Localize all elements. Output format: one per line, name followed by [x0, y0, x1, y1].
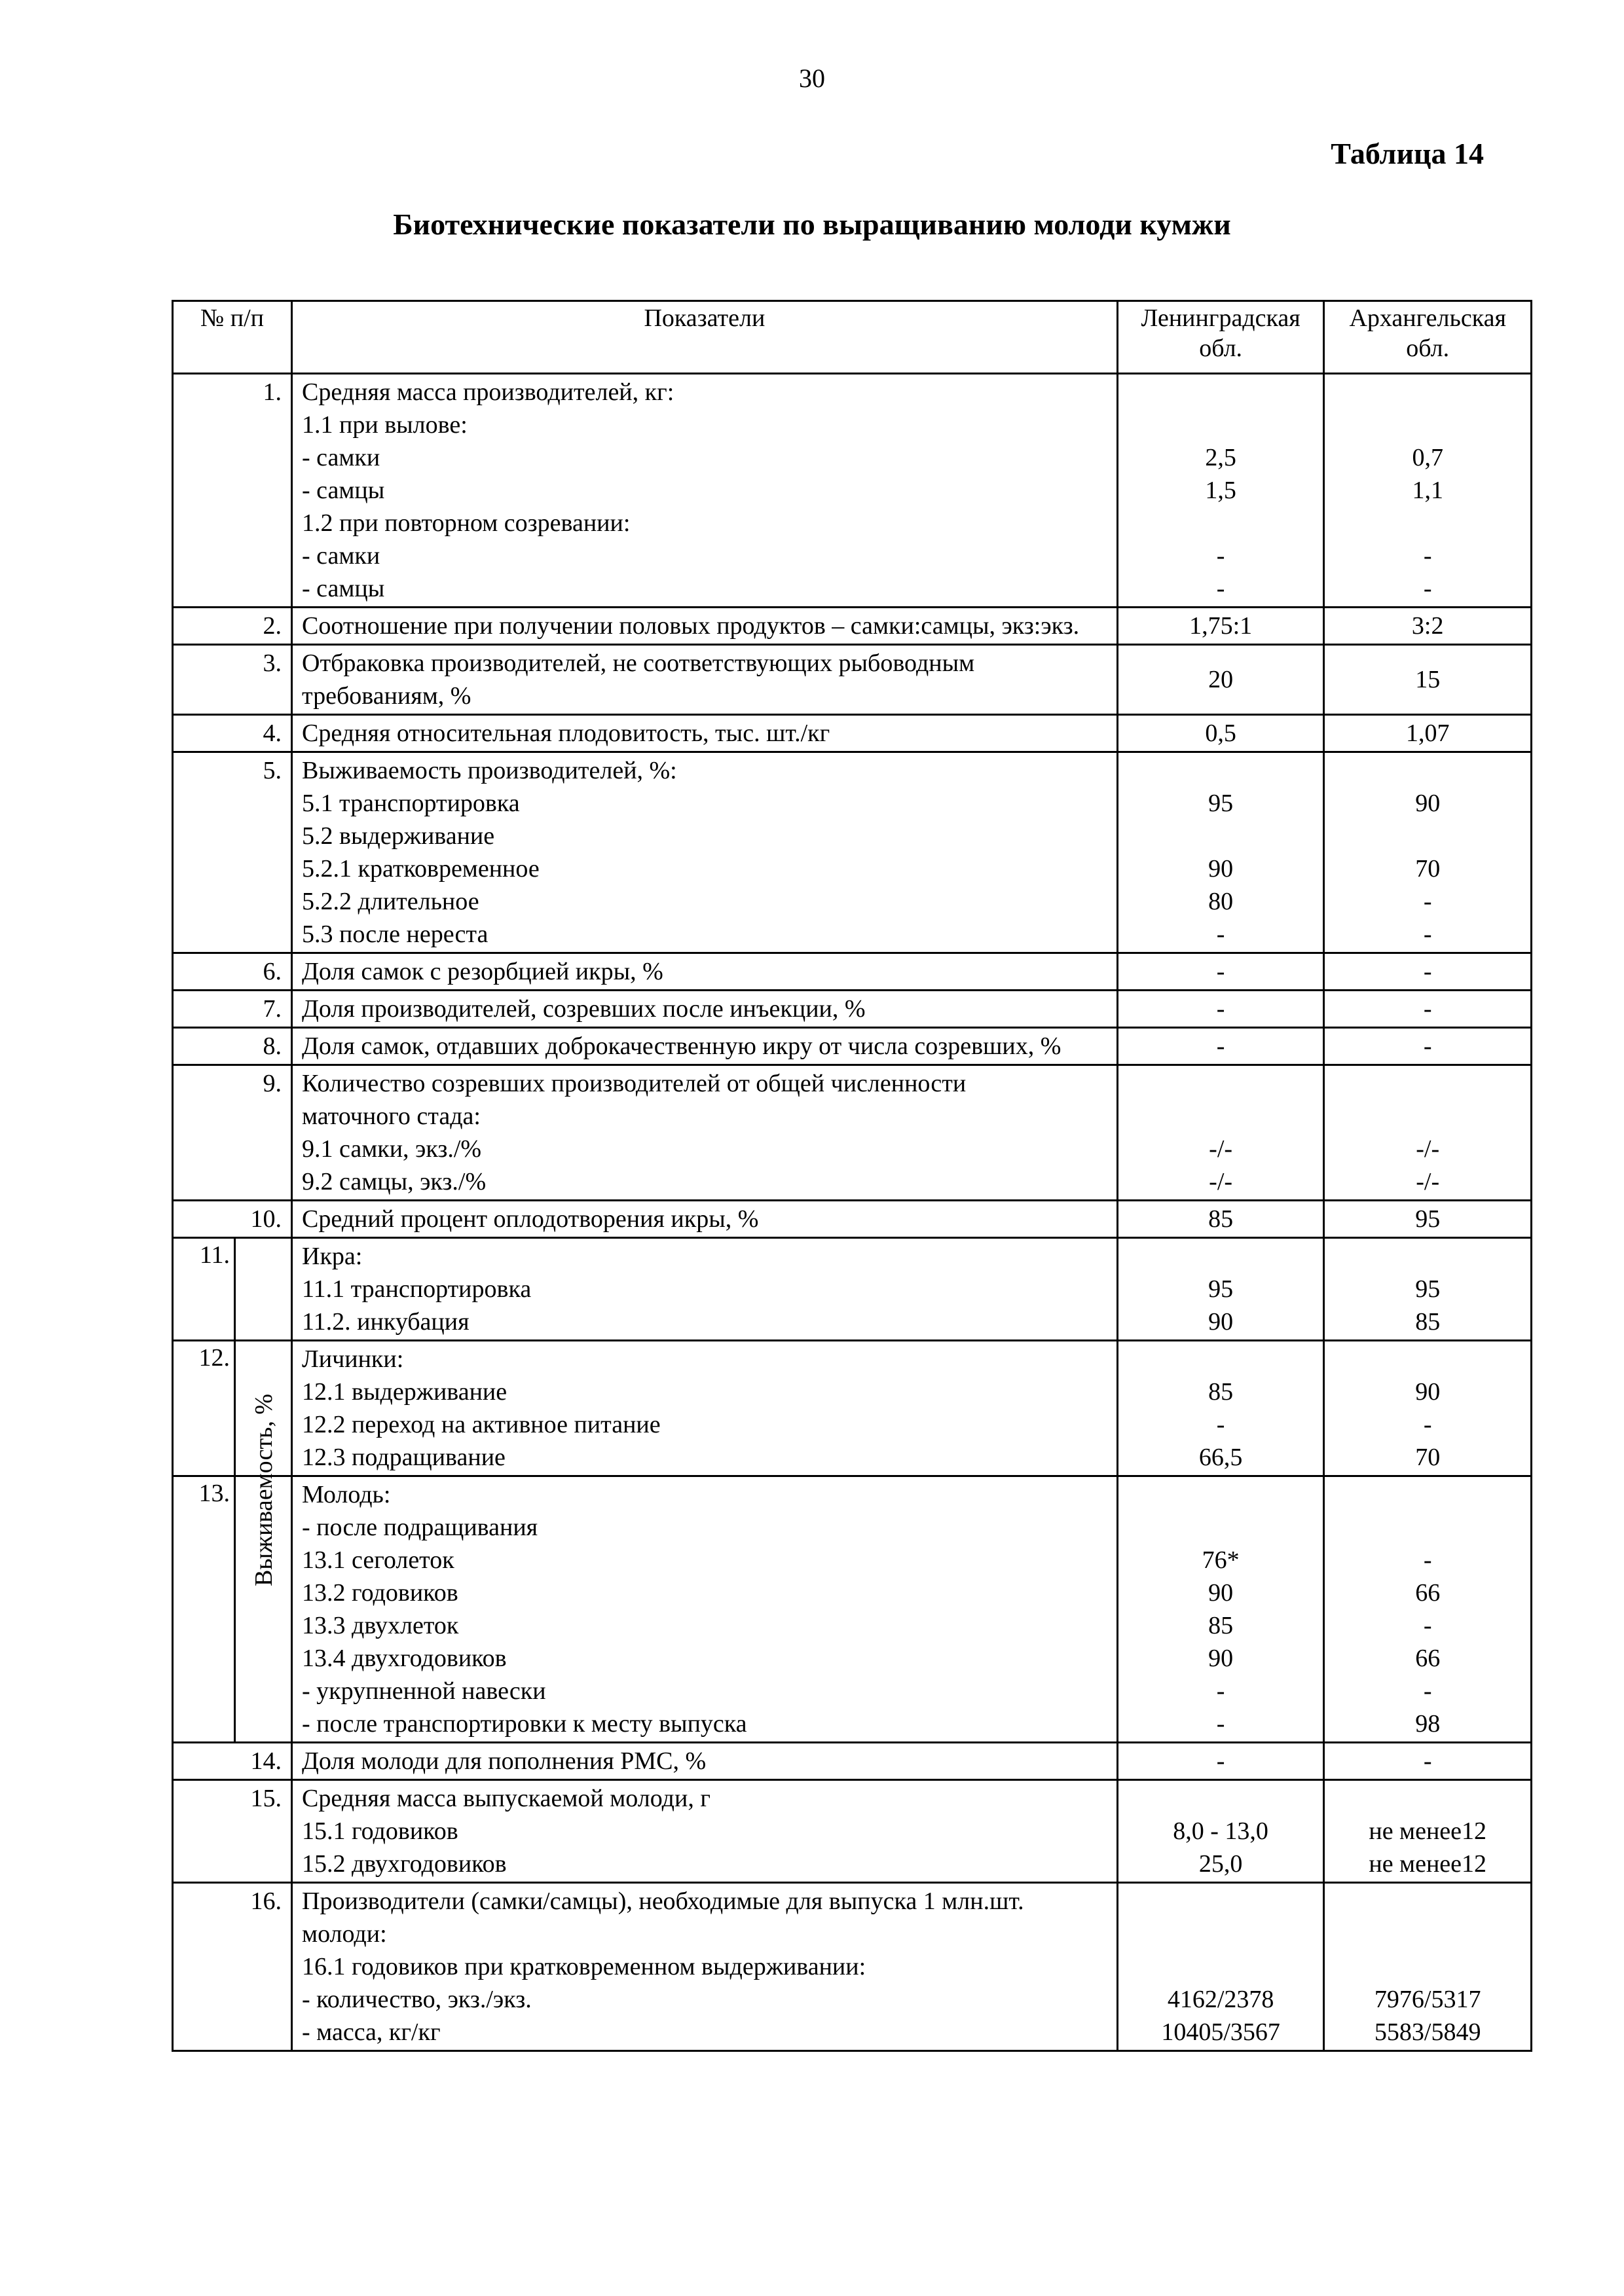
indicator-line: 11.2. инкубация [302, 1308, 470, 1336]
leningrad-cell [1117, 374, 1324, 608]
arkhangelsk-value: 70 [1415, 855, 1441, 883]
indicator-line: - укрупненной навески [302, 1677, 546, 1705]
leningrad-value: - [1216, 1710, 1225, 1738]
arkhangelsk-cell [1324, 991, 1532, 1028]
table-header-row [173, 301, 1532, 374]
arkhangelsk-value [1334, 507, 1521, 539]
indicator-line: - самцы [302, 575, 385, 602]
table-row [173, 991, 1532, 1028]
survival-label-text: Выживаемость, % [250, 1393, 278, 1587]
leningrad-value: 1,5 [1205, 477, 1236, 504]
leningrad-cell [1117, 1341, 1324, 1476]
leningrad-value: 8,0 - 13,0 [1173, 1817, 1268, 1845]
document-title: Биотехнические показатели по выращиванию молоди кумжи [393, 208, 1231, 241]
arkhangelsk-cell [1324, 645, 1532, 715]
leningrad-value: -/- [1209, 1135, 1233, 1163]
leningrad-value [1128, 820, 1314, 852]
leningrad-value: 90 [1208, 1579, 1234, 1607]
arkhangelsk-value [1334, 1100, 1521, 1133]
indicator-line: 11.1 транспортировка [302, 1275, 532, 1303]
indicator-line: Молодь: [302, 1481, 391, 1508]
row-number: 15. [173, 1780, 292, 1883]
arkhangelsk-value: - [1423, 1546, 1432, 1574]
table-row [173, 1028, 1532, 1065]
indicator-cell [292, 1065, 1118, 1201]
indicator-line: 5.3 после нереста [302, 920, 489, 948]
arkhangelsk-value [1334, 820, 1521, 852]
indicator-cell [292, 1201, 1118, 1238]
leningrad-value: 95 [1208, 1275, 1234, 1303]
leningrad-cell [1117, 1028, 1324, 1065]
arkhangelsk-value: 90 [1415, 1378, 1441, 1406]
indicator-cell [292, 645, 1118, 715]
arkhangelsk-value: 3:2 [1411, 612, 1444, 640]
arkhangelsk-value [1334, 1478, 1521, 1511]
arkhangelsk-value: 66 [1415, 1645, 1441, 1672]
indicator-line: Производители (самки/самцы), необходимые для выпуска 1 млн.шт. [302, 1887, 1024, 1915]
indicator-text: Средняя относительная плодовитость, тыс. шт./кг [302, 720, 830, 747]
arkhangelsk-value: 98 [1415, 1710, 1441, 1738]
arkhangelsk-cell [1324, 374, 1532, 608]
arkhangelsk-value [1334, 1511, 1521, 1544]
row-number: 11. [199, 1241, 230, 1269]
indicator-text: Доля самок с резорбцией икры, % [302, 958, 663, 985]
indicator-line: 13.1 сеголеток [302, 1546, 454, 1574]
leningrad-value [1128, 1511, 1314, 1544]
leningrad-cell [1117, 608, 1324, 645]
leningrad-value: - [1216, 920, 1225, 948]
arkhangelsk-cell [1324, 1238, 1532, 1341]
indicator-line: - масса, кг/кг [302, 2018, 441, 2046]
arkhangelsk-value: 0,7 [1412, 444, 1443, 471]
row-number: 9. [173, 1065, 292, 1201]
leningrad-value: - [1216, 958, 1225, 985]
leningrad-value: 95 [1208, 790, 1234, 817]
leningrad-value: - [1216, 542, 1225, 570]
leningrad-value: 4162/2378 [1167, 1986, 1274, 2013]
arkhangelsk-value: - [1423, 1612, 1432, 1639]
indicator-line: 12.2 переход на активное питание [302, 1411, 661, 1438]
leningrad-value: 10405/3567 [1161, 2018, 1280, 2046]
arkhangelsk-value: не менее12 [1369, 1850, 1487, 1878]
row-number: 8. [173, 1028, 292, 1065]
arkhangelsk-value [1334, 376, 1521, 409]
leningrad-value [1128, 376, 1314, 409]
leningrad-value: 20 [1208, 666, 1234, 693]
leningrad-value: 90 [1208, 1308, 1234, 1336]
leningrad-value: 85 [1208, 1612, 1234, 1639]
row-number: 10. [173, 1201, 292, 1238]
table-row [173, 1238, 1532, 1341]
indicator-cell [292, 1743, 1118, 1780]
arkhangelsk-value [1334, 754, 1521, 787]
arkhangelsk-cell [1324, 1883, 1532, 2051]
table-row [173, 374, 1532, 608]
header-num: № п/п [173, 301, 292, 374]
indicator-cell [292, 1476, 1118, 1743]
indicator-cell [292, 991, 1118, 1028]
arkhangelsk-cell [1324, 1201, 1532, 1238]
arkhangelsk-cell [1324, 1476, 1532, 1743]
leningrad-cell [1117, 1201, 1324, 1238]
leningrad-value: - [1216, 995, 1225, 1023]
indicator-cell [292, 715, 1118, 752]
arkhangelsk-cell [1324, 715, 1532, 752]
indicator-line: 13.4 двухгодовиков [302, 1645, 507, 1672]
leningrad-cell [1117, 1883, 1324, 2051]
table-row [173, 645, 1532, 715]
indicator-text: Доля производителей, созревших после инъекции, % [302, 995, 866, 1023]
indicator-cell [292, 953, 1118, 991]
leningrad-value: 0,5 [1205, 720, 1236, 747]
arkhangelsk-value: -/- [1416, 1135, 1440, 1163]
indicator-text: Доля молоди для пополнения РМС, % [302, 1747, 707, 1775]
arkhangelsk-value [1334, 1067, 1521, 1100]
indicator-text: Отбраковка производителей, не соответствующих рыбоводным требованиям, % [302, 649, 975, 710]
indicator-cell [292, 1028, 1118, 1065]
indicator-line: молоди: [302, 1920, 387, 1948]
leningrad-value: 76* [1202, 1546, 1240, 1574]
leningrad-value [1128, 1950, 1314, 1983]
arkhangelsk-value: - [1423, 888, 1432, 915]
arkhangelsk-value: 95 [1415, 1205, 1441, 1233]
arkhangelsk-cell [1324, 752, 1532, 953]
row-number: 7. [173, 991, 292, 1028]
indicator-cell [292, 374, 1118, 608]
arkhangelsk-value: 95 [1415, 1275, 1441, 1303]
arkhangelsk-cell [1324, 1065, 1532, 1201]
leningrad-cell [1117, 752, 1324, 953]
indicator-line: 12.3 подращивание [302, 1444, 506, 1471]
leningrad-cell [1117, 1065, 1324, 1201]
table-row [173, 1341, 1532, 1476]
leningrad-value [1128, 409, 1314, 441]
indicator-line: 1.1 при вылове: [302, 411, 468, 439]
indicator-line: Выживаемость производителей, %: [302, 757, 677, 784]
arkhangelsk-cell [1324, 1780, 1532, 1883]
page-number: 30 [799, 64, 825, 93]
indicator-line: 15.1 годовиков [302, 1817, 458, 1845]
arkhangelsk-value [1334, 409, 1521, 441]
leningrad-value [1128, 1918, 1314, 1950]
row-number: 12. [198, 1344, 230, 1372]
row-number: 4. [173, 715, 292, 752]
leningrad-value [1128, 507, 1314, 539]
leningrad-value: - [1216, 1032, 1225, 1060]
arkhangelsk-value: - [1423, 542, 1432, 570]
row-number: 6. [173, 953, 292, 991]
leningrad-cell [1117, 991, 1324, 1028]
arkhangelsk-value: - [1423, 920, 1432, 948]
arkhangelsk-value: - [1423, 1747, 1432, 1775]
arkhangelsk-value: 85 [1415, 1308, 1441, 1336]
arkhangelsk-cell [1324, 1028, 1532, 1065]
table-row [173, 953, 1532, 991]
leningrad-value: 1,75:1 [1189, 612, 1253, 640]
indicator-text: Доля самок, отдавших доброкачественную икру от числа созревших, % [302, 1032, 1061, 1060]
leningrad-value: 80 [1208, 888, 1234, 915]
row-number: 1. [173, 374, 292, 608]
indicator-text: Соотношение при получении половых продуктов – самки:самцы, экз:экз. [302, 612, 1080, 640]
arkhangelsk-cell [1324, 953, 1532, 991]
leningrad-value: 2,5 [1205, 444, 1236, 471]
arkhangelsk-value [1334, 1240, 1521, 1273]
indicator-line: - самки [302, 542, 380, 570]
indicator-line: 5.2 выдерживание [302, 822, 495, 850]
indicator-line: 5.2.1 кратковременное [302, 855, 540, 883]
indicator-line: 13.2 годовиков [302, 1579, 458, 1607]
leningrad-cell [1117, 1238, 1324, 1341]
indicator-line: 1.2 при повторном созревании: [302, 509, 631, 537]
table-row [173, 1201, 1532, 1238]
header-indicators: Показатели [292, 301, 1118, 374]
leningrad-value: - [1216, 575, 1225, 602]
arkhangelsk-value: 7976/5317 [1374, 1986, 1481, 2013]
leningrad-cell [1117, 1780, 1324, 1883]
leningrad-value: 90 [1208, 1645, 1234, 1672]
indicator-line: 16.1 годовиков при кратковременном выдерживании: [302, 1953, 866, 1980]
leningrad-value [1128, 1782, 1314, 1815]
leningrad-value [1128, 1343, 1314, 1376]
leningrad-value: - [1216, 1677, 1225, 1705]
leningrad-value [1128, 1478, 1314, 1511]
row-number: 14. [173, 1743, 292, 1780]
indicator-line: - после транспортировки к месту выпуска [302, 1710, 747, 1738]
leningrad-value [1128, 1885, 1314, 1918]
header-arkhangelsk: Архангельская обл. [1324, 301, 1532, 374]
indicator-line: Количество созревших производителей от общей численности [302, 1070, 967, 1097]
arkhangelsk-value: - [1423, 958, 1432, 985]
table-row [173, 1476, 1532, 1743]
arkhangelsk-value [1334, 1885, 1521, 1918]
indicator-line: Средняя масса выпускаемой молоди, г [302, 1785, 710, 1812]
indicator-line: 12.1 выдерживание [302, 1378, 507, 1406]
arkhangelsk-value [1334, 1950, 1521, 1983]
arkhangelsk-value: не менее12 [1369, 1817, 1487, 1845]
table-row [173, 608, 1532, 645]
indicator-line: 15.2 двухгодовиков [302, 1850, 507, 1878]
table-row [173, 1883, 1532, 2051]
leningrad-value: 85 [1208, 1378, 1234, 1406]
leningrad-value: - [1216, 1747, 1225, 1775]
indicator-line: Личинки: [302, 1345, 404, 1373]
leningrad-value [1128, 1100, 1314, 1133]
row-number: 16. [173, 1883, 292, 2051]
arkhangelsk-value: 5583/5849 [1374, 2018, 1481, 2046]
indicator-line: 5.1 транспортировка [302, 790, 520, 817]
leningrad-cell [1117, 645, 1324, 715]
leningrad-cell [1117, 1476, 1324, 1743]
row-number: 5. [173, 752, 292, 953]
table-label: Таблица 14 [1331, 137, 1484, 170]
arkhangelsk-value: - [1423, 1677, 1432, 1705]
header-leningrad: Ленинградская обл. [1117, 301, 1324, 374]
indicator-line: - после подращивания [302, 1514, 538, 1541]
arkhangelsk-value: 70 [1415, 1444, 1441, 1471]
arkhangelsk-cell [1324, 608, 1532, 645]
indicator-line: 13.3 двухлеток [302, 1612, 459, 1639]
table-row [173, 1743, 1532, 1780]
indicator-line: - самцы [302, 477, 385, 504]
table-row [173, 752, 1532, 953]
leningrad-value: 90 [1208, 855, 1234, 883]
indicator-cell [292, 1883, 1118, 2051]
arkhangelsk-value: - [1423, 575, 1432, 602]
leningrad-value [1128, 754, 1314, 787]
arkhangelsk-value: -/- [1416, 1168, 1440, 1195]
indicator-line: маточного стада: [302, 1102, 481, 1130]
indicator-line: Средняя масса производителей, кг: [302, 378, 674, 406]
leningrad-value: -/- [1209, 1168, 1233, 1195]
leningrad-value [1128, 1067, 1314, 1100]
indicator-text: Средний процент оплодотворения икры, % [302, 1205, 759, 1233]
arkhangelsk-value [1334, 1782, 1521, 1815]
row-number: 2. [173, 608, 292, 645]
leningrad-value: 85 [1208, 1205, 1234, 1233]
leningrad-value: 66,5 [1198, 1444, 1243, 1471]
leningrad-cell [1117, 1743, 1324, 1780]
row-number: 3. [173, 645, 292, 715]
indicator-line: - количество, экз./экз. [302, 1986, 532, 2013]
arkhangelsk-value: 66 [1415, 1579, 1441, 1607]
indicator-line: 5.2.2 длительное [302, 888, 479, 915]
arkhangelsk-cell [1324, 1743, 1532, 1780]
indicator-cell [292, 1238, 1118, 1341]
leningrad-cell [1117, 953, 1324, 991]
arkhangelsk-value: - [1423, 1032, 1432, 1060]
arkhangelsk-cell [1324, 1341, 1532, 1476]
arkhangelsk-value: 15 [1415, 666, 1441, 693]
arkhangelsk-value [1334, 1918, 1521, 1950]
leningrad-value [1128, 1240, 1314, 1273]
indicator-cell [292, 752, 1118, 953]
indicator-line: Икра: [302, 1243, 363, 1270]
indicator-line: 9.2 самцы, экз./% [302, 1168, 487, 1195]
arkhangelsk-value: 1,07 [1405, 720, 1450, 747]
table-row [173, 1065, 1532, 1201]
table-row [173, 1780, 1532, 1883]
indicator-cell [292, 1780, 1118, 1883]
leningrad-value: - [1216, 1411, 1225, 1438]
indicator-line: - самки [302, 444, 380, 471]
indicators-table [172, 300, 1532, 2052]
arkhangelsk-value: - [1423, 1411, 1432, 1438]
indicator-line: 9.1 самки, экз./% [302, 1135, 482, 1163]
indicator-cell [292, 1341, 1118, 1476]
leningrad-value: 25,0 [1198, 1850, 1243, 1878]
leningrad-cell [1117, 715, 1324, 752]
indicator-cell [292, 608, 1118, 645]
survival-vertical-label [234, 1238, 293, 1743]
table-row [173, 715, 1532, 752]
arkhangelsk-value: 90 [1415, 790, 1441, 817]
arkhangelsk-value: - [1423, 995, 1432, 1023]
arkhangelsk-value [1334, 1343, 1521, 1376]
arkhangelsk-value: 1,1 [1412, 477, 1443, 504]
row-number: 13. [198, 1480, 230, 1507]
